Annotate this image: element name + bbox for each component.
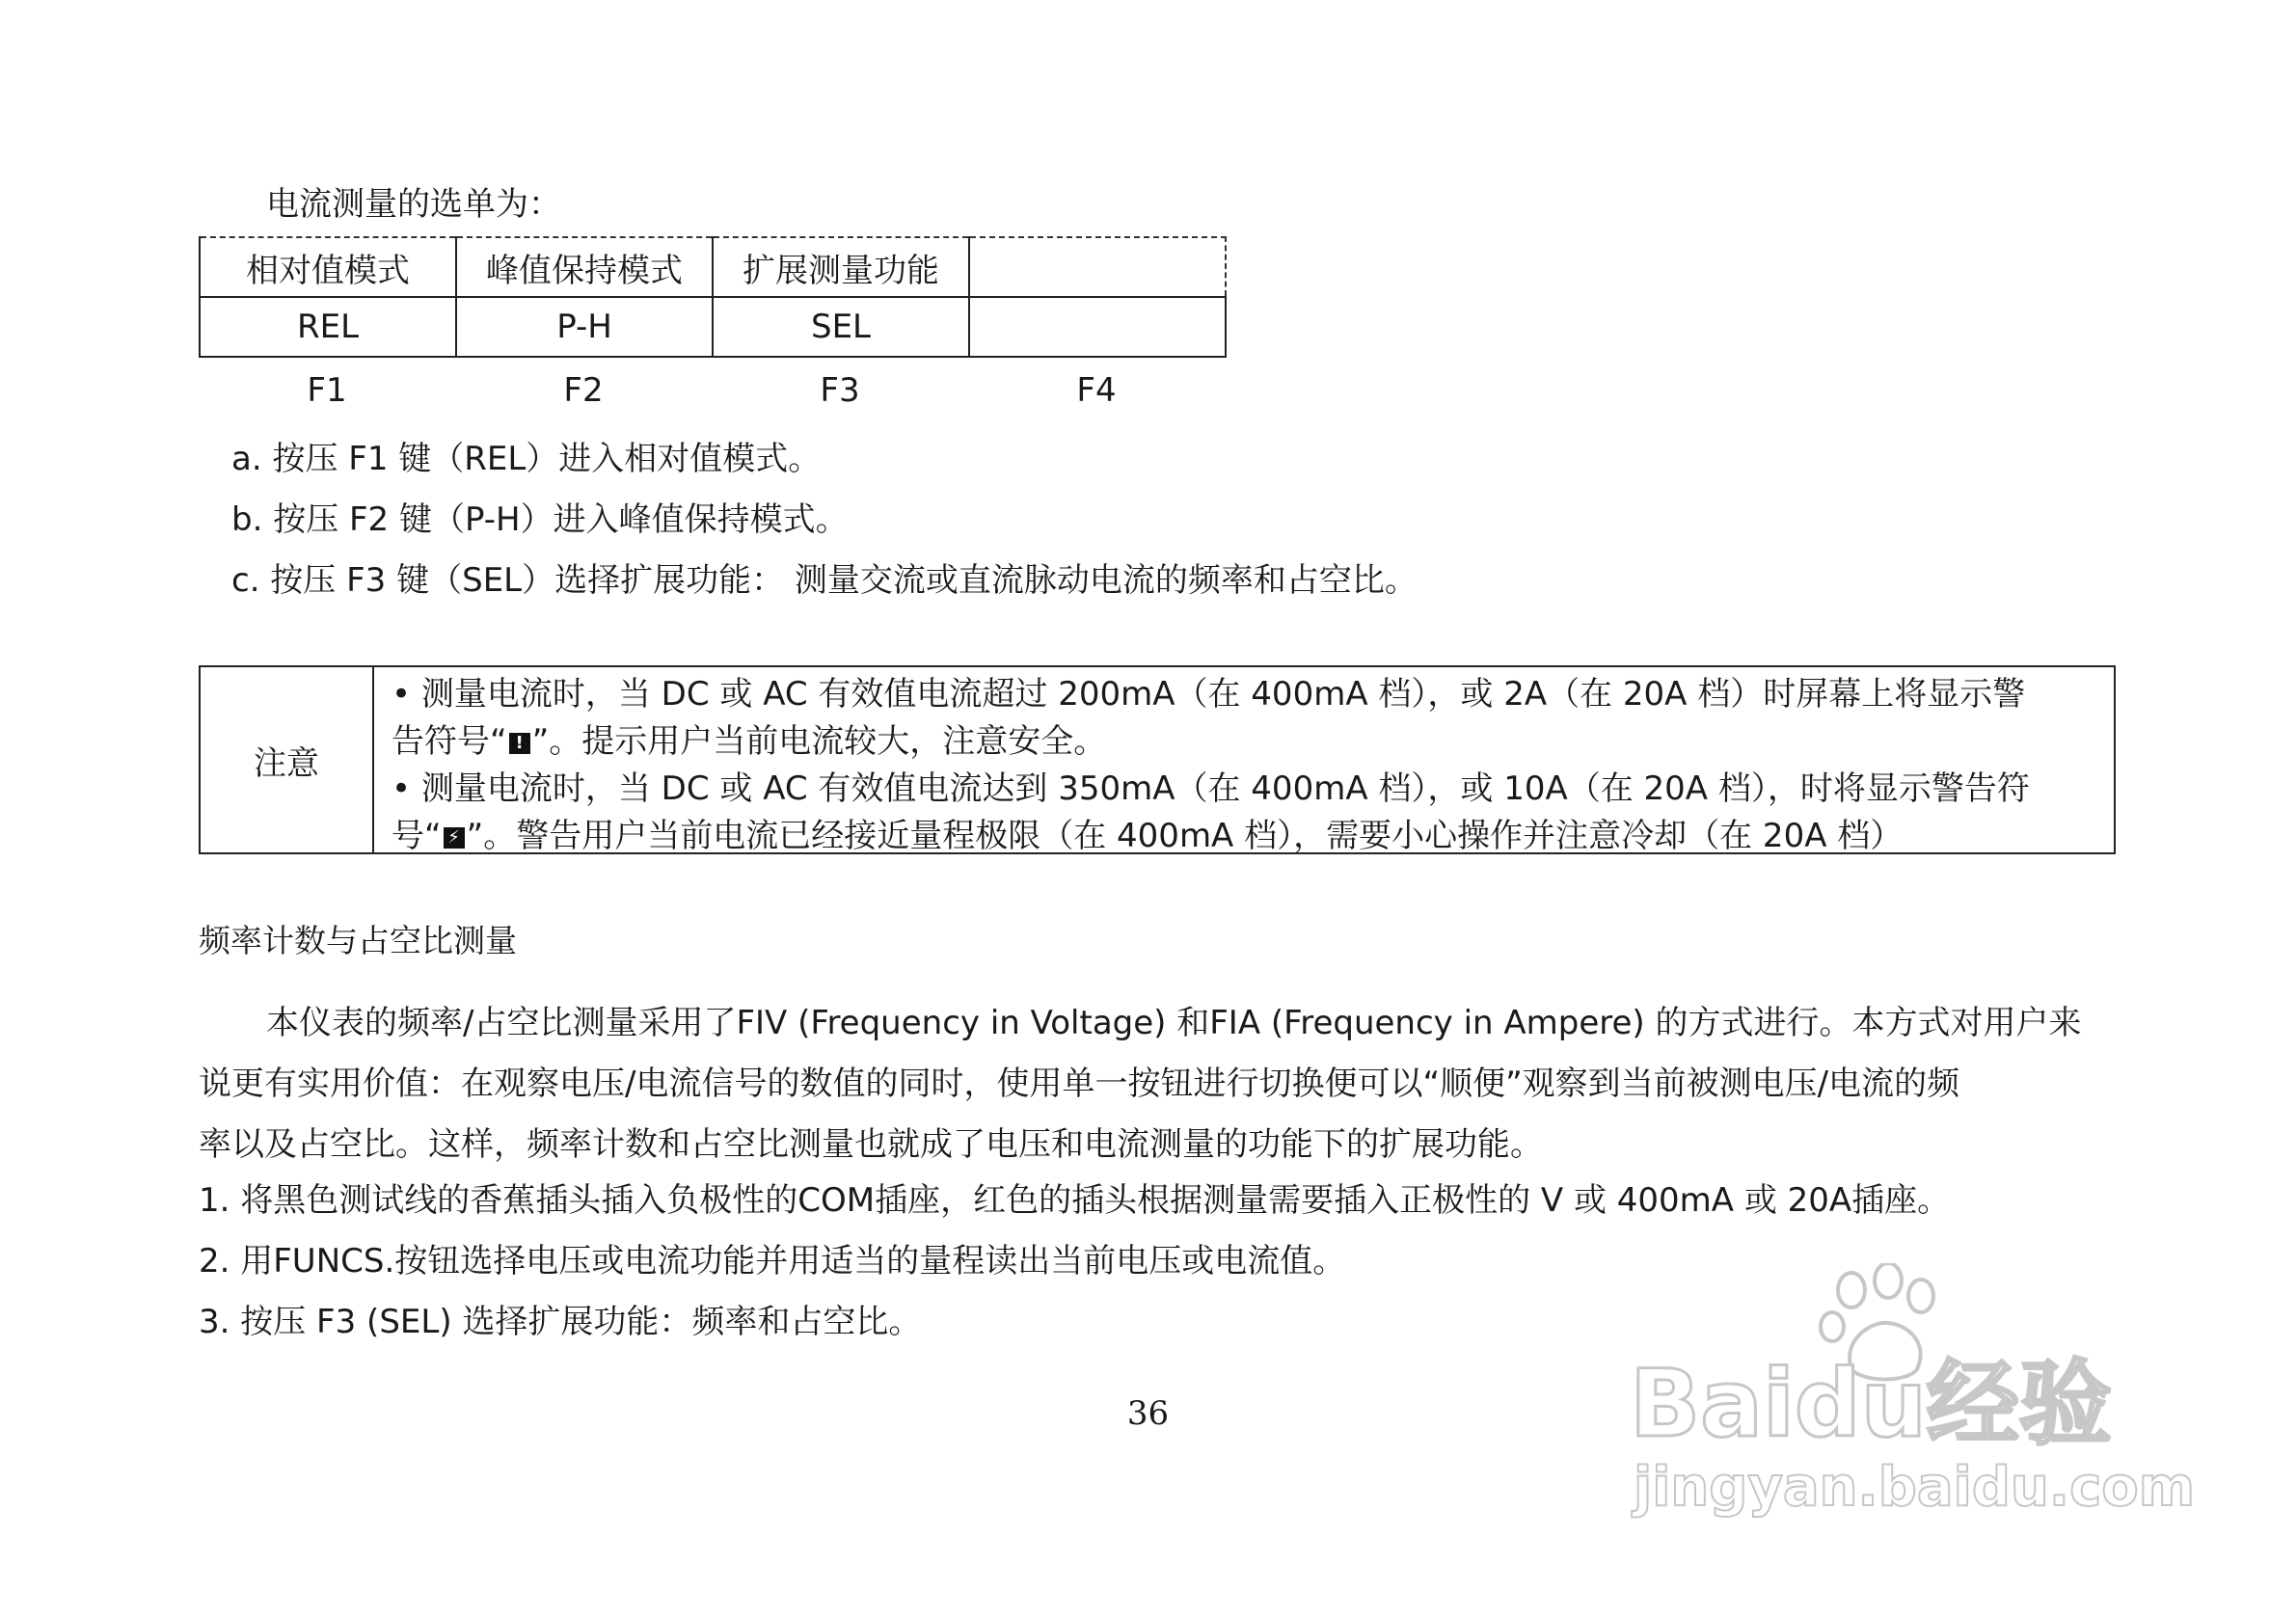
warning-exclaim-icon: !: [509, 733, 530, 754]
caution-line: [392, 718, 2096, 766]
list-item: b. 按压 F2 键（P-H）进入峰值保持模式。: [231, 500, 849, 539]
warning-hot-icon: ⚡: [444, 827, 465, 849]
caution-text: 号“: [392, 817, 442, 855]
caution-line: • 测量电流时，当 DC 或 AC 有效值电流超过 200mA（在 400mA 档），或 2A（在 20A 档）时屏幕上将显示警: [392, 675, 2026, 714]
caution-text: 告符号“: [392, 722, 507, 761]
page-number: 36: [1126, 1394, 1170, 1433]
menu-cell: P-H: [456, 297, 713, 357]
f-key-label: F1: [307, 371, 347, 410]
f-key-label: F4: [1076, 371, 1117, 410]
caution-label: 注意: [201, 667, 374, 852]
list-item: a. 按压 F1 键（REL）进入相对值模式。: [231, 440, 822, 478]
step-item: 3. 按压 F3 (SEL) 选择扩展功能：频率和占空比。: [199, 1303, 922, 1341]
key-instructions: [231, 429, 1418, 611]
f-key-label: F3: [820, 371, 860, 410]
caution-box: [199, 665, 2116, 854]
caution-line: • 测量电流时，当 DC 或 AC 有效值电流达到 350mA（在 400mA 档），或 10A（在 20A 档），时将显示警告符: [392, 769, 2030, 808]
caution-text: ”。提示用户当前电流较大，注意安全。: [531, 722, 1107, 761]
menu-cell: SEL: [713, 297, 969, 357]
menu-cell: [969, 297, 1226, 357]
paragraph-line: 说更有实用价值：在观察电压/电流信号的数值的同时，使用单一按钮进行切换便可以“顺便”观察到当前被测电压/电流的频: [199, 1065, 1960, 1103]
baidu-watermark: [1630, 1273, 2196, 1533]
section-title: 频率计数与占空比测量: [199, 922, 517, 959]
menu-table: [199, 236, 1227, 358]
step-item: 2. 用FUNCS.按钮选择电压或电流功能并用适当的量程读出当前电压或电流值。: [199, 1242, 1346, 1281]
list-item: c. 按压 F3 键（SEL）选择扩展功能： 测量交流或直流脉动电流的频率和占空比。: [231, 561, 1418, 600]
caution-body: [374, 667, 2114, 855]
menu-cell: [969, 237, 1226, 297]
caution-text: ”。警告用户当前电流已经接近量程极限（在 400mA 档），需要小心操作并注意冷却（在 20A 档）: [466, 817, 1904, 855]
menu-row-codes: [200, 297, 1226, 357]
watermark-url: jingyan.baidu.com: [1634, 1456, 2196, 1519]
body-paragraph: [199, 993, 2118, 1175]
menu-cell: 峰值保持模式: [456, 237, 713, 297]
f-key-label: F2: [563, 371, 604, 410]
paragraph-line: 率以及占空比。这样，频率计数和占空比测量也就成了电压和电流测量的功能下的扩展功能。: [199, 1125, 1543, 1164]
menu-cell: 扩展测量功能: [713, 237, 969, 297]
caution-line: [392, 813, 2096, 860]
intro-text: 电流测量的选单为：: [266, 185, 561, 224]
step-item: 1. 将黑色测试线的香蕉插头插入负极性的COM插座，红色的插头根据测量需要插入正极性的 V 或 400mA 或 20A插座。: [199, 1181, 1951, 1220]
paragraph-text: 本仪表的频率/占空比测量采用了FIV (Frequency in Voltage) 和FIA (Frequency in Ampere) 的方式进行。本方式对用户来: [266, 1004, 2082, 1042]
menu-cell: 相对值模式: [200, 237, 456, 297]
menu-row-labels: [200, 237, 1226, 297]
paragraph-line: [199, 993, 2118, 1054]
watermark-logo-text: Baidu经验: [1630, 1350, 2112, 1458]
menu-cell: REL: [200, 297, 456, 357]
function-key-labels: [199, 371, 1225, 410]
